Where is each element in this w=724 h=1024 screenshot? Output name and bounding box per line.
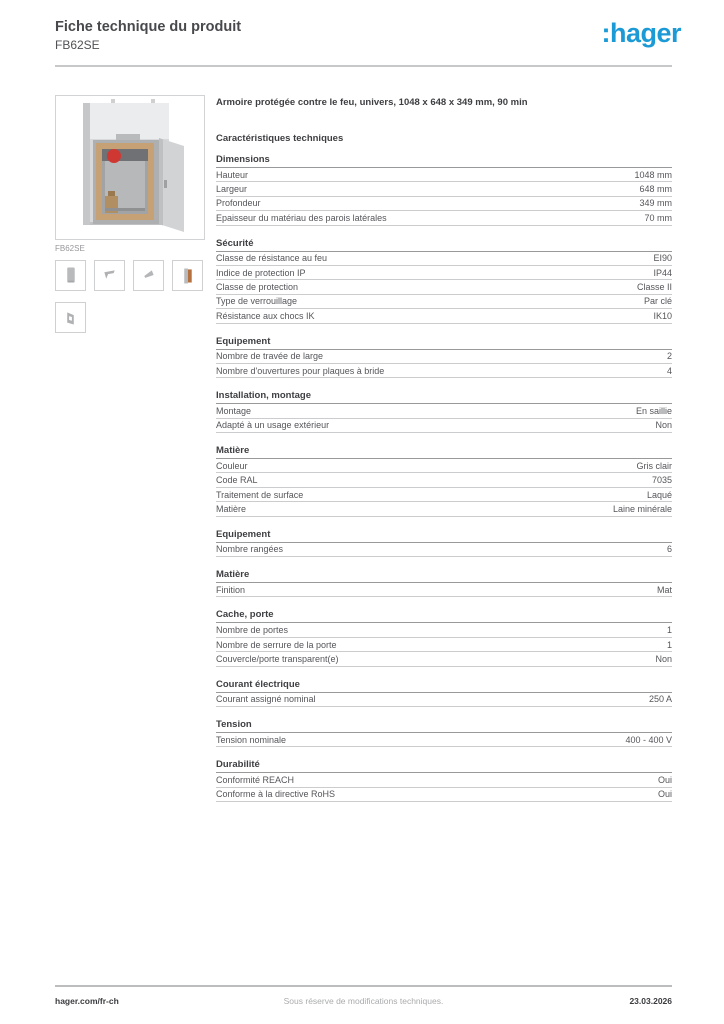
section-rows: [216, 583, 672, 597]
cabinet-top-open-view-icon: [95, 261, 124, 290]
spec-value: EI90: [653, 253, 672, 264]
spec-value: IP44: [653, 267, 672, 278]
spec-label: Largeur: [216, 184, 248, 195]
product-thumbnail-5[interactable]: [55, 302, 86, 333]
spec-value: 70 mm: [644, 212, 672, 223]
spec-value: Non: [655, 420, 672, 431]
spec-value: Oui: [657, 789, 672, 800]
spec-label: Adapté à un usage extérieur: [216, 420, 330, 431]
table-row: [216, 788, 672, 802]
section-title: Sécurité: [216, 239, 672, 252]
product-thumbnails: [55, 260, 205, 333]
header-divider: [55, 65, 672, 67]
cabinet-cross-section-view-icon: [173, 261, 202, 290]
spec-label: Type de verrouillage: [216, 296, 298, 307]
section-title: Matière: [216, 446, 672, 459]
spec-label: Résistance aux chocs IK: [216, 310, 315, 321]
spec-label: Tension nominale: [216, 734, 287, 745]
spec-value: 1: [666, 639, 672, 650]
table-row: [216, 583, 672, 597]
table-row: [216, 473, 672, 487]
spec-label: Finition: [216, 584, 246, 595]
spec-value: 648 mm: [639, 184, 672, 195]
spec-value: 2: [666, 351, 672, 362]
section-rows: [216, 404, 672, 433]
section-rows: [216, 252, 672, 324]
spec-label: Classe de résistance au feu: [216, 253, 328, 264]
table-row: [216, 252, 672, 266]
product-thumbnail-3[interactable]: [133, 260, 164, 291]
spec-value: 349 mm: [639, 198, 672, 209]
section-rows: [216, 168, 672, 226]
characteristics-title: Caractéristiques techniques: [216, 133, 344, 144]
spec-value: Non: [655, 653, 672, 664]
table-row: [216, 350, 672, 364]
table-row: [216, 543, 672, 557]
footer-date: 23.03.2026: [629, 996, 672, 1006]
spec-value: Laine minérale: [612, 503, 672, 514]
table-row: [216, 168, 672, 182]
spec-label: Classe de protection: [216, 282, 299, 293]
section-title: Cache, porte: [216, 610, 672, 623]
spec-section: [216, 570, 672, 597]
spec-section: [216, 760, 672, 802]
section-title: Durabilité: [216, 760, 672, 773]
table-row: [216, 280, 672, 294]
product-image: [55, 95, 205, 240]
spec-label: Code RAL: [216, 475, 258, 486]
section-rows: [216, 543, 672, 557]
spec-label: Epaisseur du matériau des parois latérales: [216, 212, 387, 223]
product-media-column: [55, 95, 205, 333]
spec-column: [216, 95, 672, 802]
cabinet-top-closed-view-icon: [134, 261, 163, 290]
spec-section: [216, 680, 672, 707]
table-row: [216, 266, 672, 280]
table-row: [216, 211, 672, 225]
spec-label: Nombre d'ouvertures pour plaques à bride: [216, 365, 385, 376]
spec-value: Par clé: [643, 296, 672, 307]
table-row: [216, 182, 672, 196]
spec-value: Mat: [656, 584, 672, 595]
section-rows: [216, 459, 672, 517]
spec-sections: [216, 155, 672, 802]
table-row: [216, 364, 672, 378]
table-row: [216, 502, 672, 516]
spec-label: Hauteur: [216, 169, 249, 180]
section-title: Installation, montage: [216, 391, 672, 404]
cabinet-front-view-icon: [56, 261, 85, 290]
spec-value: Laqué: [646, 489, 672, 500]
section-title: Equipement: [216, 530, 672, 543]
fire-protection-cabinet-image: [56, 96, 204, 239]
spec-section: [216, 337, 672, 379]
product-image-caption: FB62SE: [55, 244, 85, 253]
spec-section: [216, 239, 672, 324]
table-row: [216, 295, 672, 309]
table-row: [216, 459, 672, 473]
footer-website: hager.com/fr-ch: [55, 996, 119, 1006]
section-title: Dimensions: [216, 155, 672, 168]
cabinet-side-view-icon: [56, 303, 85, 332]
spec-label: Matière: [216, 503, 247, 514]
product-thumbnail-4[interactable]: [172, 260, 203, 291]
section-rows: [216, 693, 672, 707]
spec-label: Profondeur: [216, 198, 261, 209]
spec-section: [216, 610, 672, 666]
spec-section: [216, 391, 672, 433]
hager-logo: :hager: [601, 18, 681, 48]
table-row: [216, 733, 672, 747]
spec-value: 7035: [651, 475, 672, 486]
spec-value: IK10: [653, 310, 672, 321]
spec-label: Conformité REACH: [216, 775, 295, 786]
spec-label: Courant assigné nominal: [216, 694, 316, 705]
page-title: Fiche technique du produit: [55, 19, 242, 35]
spec-label: Nombre de serrure de la porte: [216, 639, 337, 650]
spec-section: [216, 530, 672, 557]
spec-label: Indice de protection IP: [216, 267, 306, 278]
footer-divider: [55, 985, 672, 987]
spec-label: Couleur: [216, 460, 248, 471]
spec-value: Gris clair: [636, 460, 672, 471]
spec-value: 6: [666, 544, 672, 555]
spec-section: [216, 446, 672, 517]
table-row: [216, 773, 672, 787]
section-rows: [216, 623, 672, 666]
spec-value: Classe II: [636, 282, 672, 293]
spec-label: Montage: [216, 405, 252, 416]
spec-value: En saillie: [635, 405, 672, 416]
table-row: [216, 638, 672, 652]
header-product-code: FB62SE: [55, 38, 100, 52]
table-row: [216, 419, 672, 433]
section-title: Equipement: [216, 337, 672, 350]
spec-label: Nombre rangées: [216, 544, 284, 555]
footer-disclaimer: Sous réserve de modifications techniques.: [283, 996, 444, 1006]
section-rows: [216, 350, 672, 379]
spec-label: Conforme à la directive RoHS: [216, 789, 336, 800]
section-rows: [216, 733, 672, 747]
spec-section: [216, 155, 672, 226]
spec-label: Couvercle/porte transparent(e): [216, 653, 339, 664]
product-thumbnail-1[interactable]: [55, 260, 86, 291]
spec-value: 250 A: [648, 694, 672, 705]
table-row: [216, 652, 672, 666]
product-thumbnail-2[interactable]: [94, 260, 125, 291]
section-title: Courant électrique: [216, 680, 672, 693]
table-row: [216, 693, 672, 707]
table-row: [216, 488, 672, 502]
spec-section: [216, 720, 672, 747]
spec-label: Traitement de surface: [216, 489, 304, 500]
table-row: [216, 309, 672, 323]
spec-value: Oui: [657, 775, 672, 786]
table-row: [216, 404, 672, 418]
spec-value: 1048 mm: [634, 169, 672, 180]
spec-label: Nombre de portes: [216, 625, 289, 636]
spec-value: 1: [666, 625, 672, 636]
spec-label: Nombre de travée de large: [216, 351, 324, 362]
table-row: [216, 197, 672, 211]
section-title: Tension: [216, 720, 672, 733]
table-row: [216, 623, 672, 637]
spec-value: 4: [666, 365, 672, 376]
product-description: Armoire protégée contre le feu, univers, 1048 x 648 x 349 mm, 90 min: [216, 97, 528, 108]
section-title: Matière: [216, 570, 672, 583]
spec-value: 400 - 400 V: [625, 734, 672, 745]
section-rows: [216, 773, 672, 802]
